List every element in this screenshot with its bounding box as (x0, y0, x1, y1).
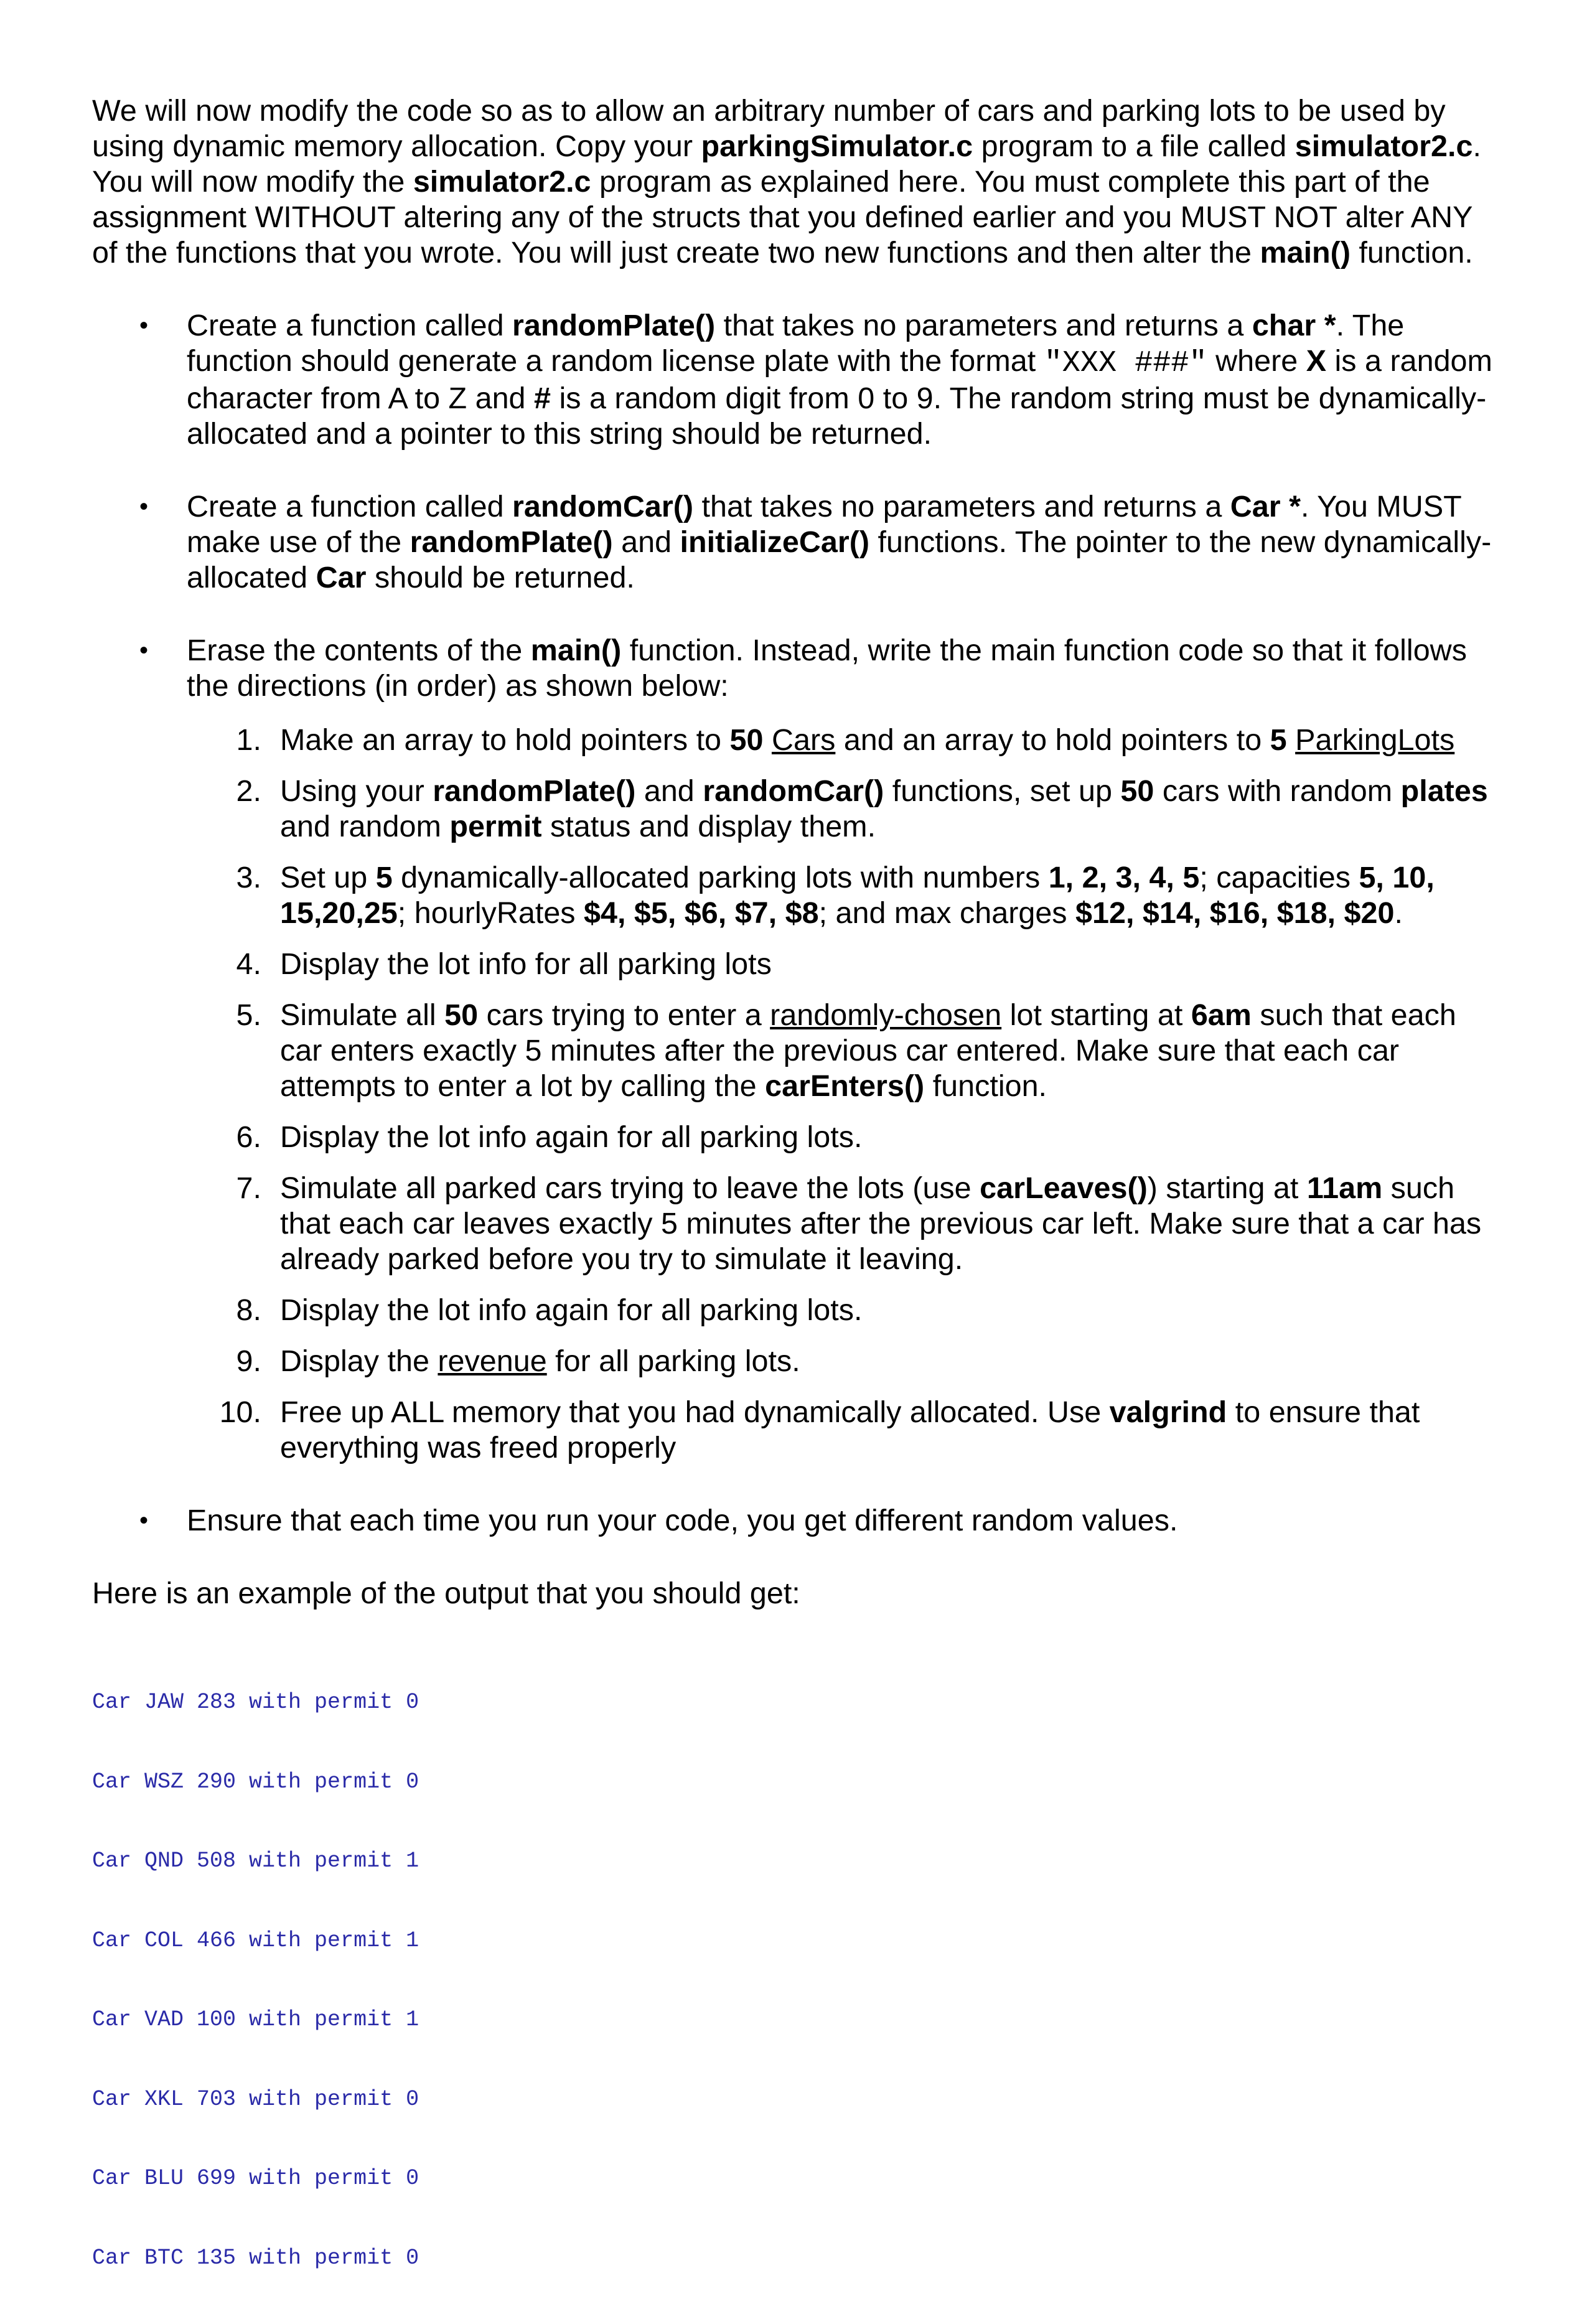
text-run: that takes no parameters and returns a (715, 309, 1252, 342)
step-number: 6. (236, 1120, 261, 1154)
bold-term: parkingSimulator.c (701, 129, 973, 163)
text-run (763, 723, 771, 757)
step-item (187, 1293, 1499, 1328)
text-run: and (612, 525, 680, 559)
output-line: Car JAW 283 with permit 0 (92, 1690, 419, 1715)
bold-term: 6am (1191, 998, 1252, 1032)
text-run: Make an array to hold pointers to (280, 723, 730, 757)
output-line: Car BLU 699 with permit 0 (92, 2166, 419, 2191)
bullet-dot-icon: • (139, 493, 149, 520)
bold-term: 50 (444, 998, 479, 1032)
bold-term: initializeCar() (680, 525, 870, 559)
bold-term: randomCar() (512, 490, 694, 523)
bullet-text (187, 308, 1499, 452)
step-text (280, 1293, 862, 1327)
text-run: and random (280, 810, 450, 843)
text-run: Display the lot info again for all parking lots. (280, 1120, 863, 1154)
text-run: Display the lot info again for all parking lots. (280, 1293, 863, 1327)
example-output (92, 1636, 1499, 2324)
bullet-text (187, 489, 1499, 596)
text-run: cars with random (1154, 774, 1401, 808)
bullet-random-values (92, 1503, 1499, 1539)
text-run (1287, 723, 1295, 757)
bullet-text (187, 633, 1499, 704)
underlined-term: ParkingLots (1295, 723, 1455, 757)
bold-term: randomPlate() (410, 525, 613, 559)
step-item (187, 998, 1499, 1104)
bullet-dot-icon: • (139, 637, 149, 664)
bold-term: 11am (1306, 1171, 1383, 1205)
text-run: and (635, 774, 703, 808)
text-run: . (1394, 896, 1403, 930)
document-body (92, 93, 1499, 2324)
step-number: 10. (219, 1395, 261, 1429)
step-number: 4. (236, 947, 261, 981)
bold-term: main() (530, 634, 622, 667)
text-run: Erase the contents of the (187, 634, 531, 667)
step-text (280, 861, 1435, 930)
bullet-list (92, 308, 1499, 1539)
text-run: Ensure that each time you run your code, you get different random values. (187, 1504, 1178, 1537)
text-run: ) starting at (1147, 1171, 1307, 1205)
text-run: . The function should generate a random license plate with the format (187, 309, 1405, 378)
text-run: functions, set up (884, 774, 1121, 808)
text-run: cars trying to enter a (478, 998, 770, 1032)
bold-term: char * (1252, 309, 1336, 342)
step-item (187, 860, 1499, 931)
bold-term: simulator2.c (1294, 129, 1473, 163)
output-line: Car WSZ 290 with permit 0 (92, 1769, 419, 1794)
text-run: function. Instead, write the main function code so that it follows the directions (in order) as shown below: (187, 634, 1467, 703)
bold-term: # (534, 382, 551, 415)
step-item (187, 774, 1499, 845)
step-item (187, 1395, 1499, 1466)
output-line: Car BTC 135 with permit 0 (92, 2245, 419, 2270)
bold-term: permit (449, 810, 542, 843)
bullet-text (187, 1503, 1499, 1539)
text-run: that takes no parameters and returns a (693, 490, 1230, 523)
step-number: 8. (236, 1293, 261, 1327)
bold-term: 50 (1120, 774, 1154, 808)
text-run: . You MUST make use of the (187, 490, 1461, 559)
text-run: such that each car enters exactly 5 minutes after the previous car entered. Make sure that each car attempts to enter a lot by calling the (280, 998, 1456, 1103)
bold-term: $12, $14, $16, $18, $20 (1075, 896, 1395, 930)
bold-term: carEnters() (765, 1069, 925, 1103)
bullet-dot-icon: • (139, 312, 149, 339)
step-item (187, 1171, 1499, 1277)
step-number: 1. (236, 723, 261, 757)
bold-term: simulator2.c (413, 165, 591, 199)
text-run: . You will now modify the (92, 129, 1481, 199)
text-run: program to a file called (973, 129, 1295, 163)
text-run: and an array to hold pointers to (835, 723, 1270, 757)
bold-term: randomPlate() (512, 309, 716, 342)
step-text (280, 1120, 862, 1154)
text-run: We will now modify the code so as to allow an arbitrary number of cars and parking lots to be used by using dynamic memory allocation. Copy your (92, 94, 1446, 163)
bold-term: $4, $5, $6, $7, $8 (584, 896, 819, 930)
text-run: such that each car leaves exactly 5 minutes after the previous car left. Make sure that a car has already parked before you try to simulate it leaving. (280, 1171, 1482, 1276)
step-number: 2. (236, 774, 261, 808)
step-text (280, 1171, 1481, 1276)
example-lead: Here is an example of the output that you should get: (92, 1577, 800, 1610)
step-text (280, 774, 1488, 843)
text-run: is a random character from A to Z and (187, 344, 1492, 415)
bold-term: 50 (729, 723, 764, 757)
text-run: Using your (280, 774, 433, 808)
text-run: program as explained here. You must complete this part of the assignment WITHOUT altering any of the structs that you defined earlier and you MUST NOT alter ANY of the functions that you wrote. You will just create two new functions and then alter the (92, 165, 1472, 269)
text-run: function. (924, 1069, 1047, 1103)
step-item (187, 723, 1499, 758)
bold-term: 5 (375, 861, 393, 894)
text-run: Set up (280, 861, 376, 894)
text-run: Free up ALL memory that you had dynamically allocated. Use (280, 1395, 1110, 1429)
steps-list (187, 723, 1499, 1466)
code-format: "XXX ###" (1044, 346, 1207, 380)
step-text (280, 1344, 800, 1378)
intro-paragraph (92, 93, 1499, 271)
text-run: Create a function called (187, 490, 513, 523)
text-run: functions. The pointer to the new dynamically-allocated (187, 525, 1492, 594)
bold-term: carLeaves() (980, 1171, 1148, 1205)
step-item (187, 1120, 1499, 1155)
bullet-dot-icon: • (139, 1507, 149, 1534)
underlined-term: revenue (438, 1344, 547, 1378)
bold-term: X (1306, 344, 1327, 378)
bold-term: 5 (1270, 723, 1287, 757)
underlined-term: randomly-chosen (770, 998, 1002, 1032)
bold-term: 1, 2, 3, 4, 5 (1048, 861, 1200, 894)
output-line: Car XKL 703 with permit 0 (92, 2086, 419, 2112)
text-run: is a random digit from 0 to 9. The random string must be dynamically-allocated and a pointer to this string should be returned. (187, 382, 1487, 451)
text-run: to ensure that everything was freed properly (280, 1395, 1420, 1464)
bold-term: randomCar() (703, 774, 884, 808)
bullet-main (92, 633, 1499, 1466)
text-run: should be returned. (366, 561, 635, 594)
step-number: 9. (236, 1344, 261, 1378)
text-run: Simulate all parked cars trying to leave the lots (use (280, 1171, 980, 1205)
bold-term: 5, 10, 15,20,25 (280, 861, 1435, 930)
step-item (187, 947, 1499, 982)
text-run: status and display them. (541, 810, 876, 843)
text-run: Create a function called (187, 309, 513, 342)
bold-term: plates (1400, 774, 1488, 808)
step-number: 3. (236, 861, 261, 894)
text-run: where (1207, 344, 1306, 378)
output-line: Car QND 508 with permit 1 (92, 1848, 419, 1873)
bold-term: valgrind (1109, 1395, 1227, 1429)
text-run: dynamically-allocated parking lots with numbers (392, 861, 1049, 894)
text-run: Display the (280, 1344, 438, 1378)
text-run: ; capacities (1199, 861, 1359, 894)
step-text (280, 947, 772, 981)
text-run: lot starting at (1001, 998, 1191, 1032)
text-run: ; hourlyRates (397, 896, 584, 930)
step-text (280, 723, 1454, 757)
step-text (280, 998, 1456, 1103)
bullet-randomplate (92, 308, 1499, 452)
text-run: for all parking lots. (546, 1344, 800, 1378)
step-item (187, 1344, 1499, 1379)
bold-term: Car * (1230, 490, 1301, 523)
text-run: ; and max charges (818, 896, 1076, 930)
output-line: Car VAD 100 with permit 1 (92, 2007, 419, 2032)
text-run: Simulate all (280, 998, 445, 1032)
bullet-randomcar (92, 489, 1499, 596)
bold-term: randomPlate() (433, 774, 636, 808)
text-run: Display the lot info for all parking lots (280, 947, 772, 981)
step-number: 7. (236, 1171, 261, 1205)
output-line: Car COL 466 with permit 1 (92, 1928, 419, 1953)
text-run: function. (1350, 236, 1473, 269)
bold-term: main() (1260, 236, 1351, 269)
step-text (280, 1395, 1420, 1464)
underlined-term: Cars (771, 723, 836, 757)
step-number: 5. (236, 998, 261, 1032)
bold-term: Car (316, 561, 367, 594)
